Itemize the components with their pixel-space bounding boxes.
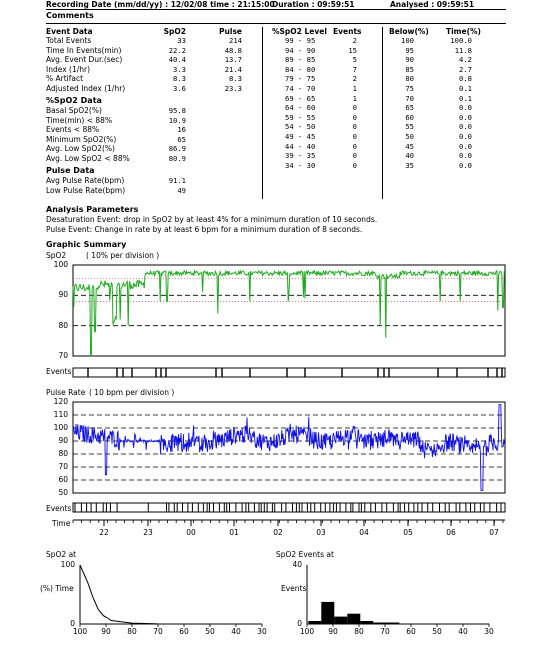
level-below: 90 (405, 55, 414, 65)
level-time: 100.0 (450, 36, 472, 45)
chart2-y-tick-label: 0 (297, 619, 302, 628)
level-range: 69 - 65 (285, 93, 316, 103)
event-row-pulse: 23.3 (224, 83, 242, 93)
chart2-bar (321, 602, 334, 624)
event-row-spo2: 3.6 (173, 83, 186, 93)
chart2-x-tick-label: 50 (432, 627, 442, 636)
event-row-pulse: 48.8 (224, 45, 242, 55)
event-row-label: Adjusted Index (1/hr) (46, 83, 126, 93)
level-time: 0.1 (459, 84, 472, 93)
pulse-trace-label: Pulse Rate (46, 388, 86, 397)
time-tick-label: 02 (273, 528, 283, 537)
level-below: 35 (405, 160, 414, 170)
chart2-x-tick-label: 60 (406, 627, 416, 636)
level-range: 74 - 70 (285, 84, 316, 93)
chart2-bar (360, 621, 373, 624)
level-events: 0 (352, 151, 357, 161)
event-row-label: Time In Events(min) (46, 45, 122, 55)
spo2-data-value: 65 (177, 134, 186, 144)
level-events: 1 (352, 84, 357, 93)
level-range: 99 - 95 (285, 36, 316, 45)
level-time: 4.2 (459, 55, 472, 65)
time-tick-label: 00 (186, 528, 196, 537)
pulse-tick-label: 80 (58, 449, 68, 458)
event-row-pulse: 21.4 (224, 64, 242, 74)
chart1-x-tick-label: 30 (257, 627, 267, 636)
pulse-data-value: 49 (177, 185, 186, 195)
level-time: 0.0 (459, 132, 472, 141)
time-tick-label: 01 (229, 528, 239, 537)
chart2-x-tick-label: 90 (328, 627, 338, 636)
event-row-spo2: 40.4 (168, 55, 186, 64)
chart2-x-tick-label: 40 (458, 627, 468, 636)
chart1-x-tick-label: 60 (179, 627, 189, 636)
pulse-tick-label: 70 (58, 462, 68, 471)
spo2-column-heading: SpO2 (163, 27, 186, 36)
event-row-pulse: 8.3 (229, 74, 242, 83)
chart2-x-tick-label: 30 (484, 627, 494, 636)
level-below: 95 (405, 45, 414, 55)
recording-info: Recording Date (mm/dd/yy) : 12/02/08 time : 21:15:00 (46, 0, 275, 9)
level-events: 0 (352, 103, 357, 113)
pulse-data-label: Avg Pulse Rate(bpm) (46, 176, 125, 185)
level-below: 70 (405, 93, 414, 103)
level-events: 0 (352, 141, 357, 151)
spo2-data-label: Minimum SpO2(%) (46, 134, 117, 144)
pulse-trace (73, 405, 504, 491)
chart1-x-tick-label: 40 (231, 627, 241, 636)
level-below: 55 (405, 122, 414, 132)
level-events: 2 (352, 74, 357, 84)
graphic-summary-title: Graphic Summary (46, 240, 127, 249)
level-events-heading: Events (333, 27, 362, 36)
comments-title: Comments (46, 11, 94, 20)
level-range: 39 - 35 (285, 151, 316, 161)
level-range: 34 - 30 (285, 160, 316, 170)
spo2-at-ylabel: (%) Time (40, 584, 74, 593)
spo2-trace-label: SpO2 (46, 251, 67, 260)
chart1-x-tick-label: 100 (72, 627, 88, 636)
pulse-tick-label: 100 (53, 423, 68, 432)
level-below: 75 (405, 84, 414, 93)
spo2-events-label: Events (46, 367, 72, 376)
event-row-label: Total Events (46, 36, 92, 45)
chart2-x-tick-label: 100 (299, 627, 315, 636)
level-events: 1 (352, 93, 357, 103)
event-row-label: Avg. Event Dur.(sec) (46, 55, 123, 64)
spo2-tick-label: 90 (58, 290, 68, 300)
spo2-data-label: Avg. Low SpO2(%) (46, 144, 115, 153)
desaturation-rule: Desaturation Event: drop in SpO2 by at least 4% for a minimum duration of 10 seconds. (46, 215, 378, 224)
pulse-tick-label: 120 (53, 397, 68, 406)
spo2-tick-label: 70 (58, 351, 68, 360)
spo2-at-title: SpO2 at (46, 550, 77, 559)
chart1-x-tick-label: 70 (153, 627, 163, 636)
level-range: 89 - 85 (285, 55, 316, 65)
pulse-tick-label: 90 (58, 436, 68, 445)
level-time: 0.0 (459, 112, 472, 122)
spo2-tick-label: 80 (58, 320, 68, 330)
chart1-x-tick-label: 50 (205, 627, 215, 636)
spo2-data-label: Basal SpO2(%) (46, 106, 102, 115)
level-time: 2.7 (459, 64, 472, 74)
chart2-y-tick-label: 40 (292, 560, 302, 569)
level-events: 2 (352, 36, 357, 45)
duration: Duration : 09:59:51 (272, 0, 355, 9)
chart1-x-tick-label: 80 (127, 627, 137, 636)
pulse-data-label: Low Pulse Rate(bpm) (46, 185, 126, 195)
event-row-spo2: 22.2 (168, 45, 186, 55)
level-time: 0.0 (459, 122, 472, 132)
level-events: 0 (352, 112, 357, 122)
spo2-data-value: 95.8 (168, 106, 186, 115)
time-tick-label: 03 (316, 528, 326, 537)
level-time: 0.8 (459, 74, 472, 84)
pulse-tick-label: 50 (58, 488, 68, 497)
level-range: 54 - 50 (285, 122, 316, 132)
chart1-x-tick-label: 90 (101, 627, 111, 636)
spo2-tick-label: 100 (53, 260, 68, 269)
event-row-pulse: 214 (229, 36, 242, 45)
event-row-spo2: 3.3 (173, 64, 186, 74)
time-tick-label: 22 (99, 528, 109, 537)
spo2-division-note: ( 10% per division ) (86, 251, 160, 260)
level-range: 49 - 45 (285, 132, 316, 141)
time-tick-label: 23 (143, 528, 153, 537)
chart2-bar (308, 621, 321, 624)
level-below: 60 (405, 112, 414, 122)
pulse-event-rule: Pulse Event: Change in rate by at least 6 bpm for a minimum duration of 8 seconds. (46, 225, 363, 234)
level-events: 0 (352, 122, 357, 132)
level-events: 15 (348, 45, 357, 55)
analysed: Analysed : 09:59:51 (390, 0, 475, 9)
level-below: 50 (405, 132, 414, 141)
level-below: 45 (405, 141, 414, 151)
spo2-data-label: Time(min) < 88% (46, 115, 113, 125)
pulse-data-value: 91.1 (168, 176, 186, 185)
pulse-events-strip (73, 503, 505, 512)
spo2-data-heading: %SpO2 Data (46, 96, 102, 105)
chart1-y-tick-label: 0 (70, 619, 75, 628)
chart2-bar (386, 623, 399, 625)
level-range: 64 - 60 (285, 103, 316, 113)
spo2-data-value: 86.9 (168, 144, 186, 153)
below-heading: Below(%) (389, 27, 429, 36)
spo2-data-value: 16 (177, 125, 186, 134)
chart2-bar (347, 614, 360, 624)
spo2-data-label: Events < 88% (46, 125, 100, 134)
event-row-spo2: 33 (177, 36, 186, 45)
level-time: 0.0 (459, 160, 472, 170)
level-events: 0 (352, 132, 357, 141)
level-time: 11.8 (454, 45, 472, 55)
event-row-pulse: 13.7 (224, 55, 242, 64)
level-range: 94 - 90 (285, 45, 316, 55)
pulse-column-heading: Pulse (219, 27, 242, 36)
analysis-title: Analysis Parameters (46, 205, 139, 214)
chart1-y-tick-label: 100 (60, 560, 75, 569)
chart1-line (80, 565, 262, 624)
level-time: 0.1 (459, 93, 472, 103)
pulse-data-heading: Pulse Data (46, 166, 95, 175)
spo2-events-strip (73, 368, 505, 377)
level-time: 0.0 (459, 141, 472, 151)
pulse-tick-label: 60 (58, 475, 68, 484)
time-tick-label: 07 (489, 528, 499, 537)
spo2-data-label: Avg. Low SpO2 < 88% (46, 153, 130, 163)
chart2-x-tick-label: 80 (354, 627, 364, 636)
level-heading: %SpO2 Level (272, 27, 327, 36)
pulse-events-label: Events (46, 504, 72, 513)
level-time: 0.0 (459, 151, 472, 161)
pulse-division-note: ( 10 bpm per division ) (89, 388, 175, 397)
spo2-events-at-title: SpO2 Events at (276, 550, 334, 559)
event-row-label: Index (1/hr) (46, 64, 91, 74)
level-below: 40 (405, 151, 414, 161)
level-events: 0 (352, 160, 357, 170)
level-events: 7 (352, 64, 357, 74)
level-range: 84 - 80 (285, 64, 316, 74)
spo2-data-value: 80.9 (168, 153, 186, 163)
time-tick-label: 04 (359, 528, 369, 537)
time-axis-label: Time (52, 519, 71, 528)
spo2-trace (73, 271, 504, 355)
level-range: 79 - 75 (285, 74, 316, 84)
time-tick-label: 05 (403, 528, 413, 537)
level-events: 5 (352, 55, 357, 65)
level-range: 44 - 40 (285, 141, 316, 151)
spo2-events-at-ylabel: Events (281, 584, 307, 593)
level-below: 80 (405, 74, 414, 84)
pulse-tick-label: 110 (53, 410, 68, 419)
event-row-label: % Artifact (46, 74, 84, 83)
time-pct-heading: Time(%) (446, 27, 481, 36)
time-tick-label: 06 (446, 528, 456, 537)
level-below: 85 (405, 64, 414, 74)
chart2-x-tick-label: 70 (380, 627, 390, 636)
level-below: 100 (401, 36, 414, 45)
level-below: 65 (405, 103, 414, 113)
level-time: 0.0 (459, 103, 472, 113)
chart2-bar (373, 623, 386, 625)
event-data-heading: Event Data (46, 27, 93, 36)
event-row-spo2: 8.3 (173, 74, 186, 83)
spo2-data-value: 10.9 (168, 115, 186, 125)
level-range: 59 - 55 (285, 112, 316, 122)
chart2-bar (334, 617, 347, 624)
